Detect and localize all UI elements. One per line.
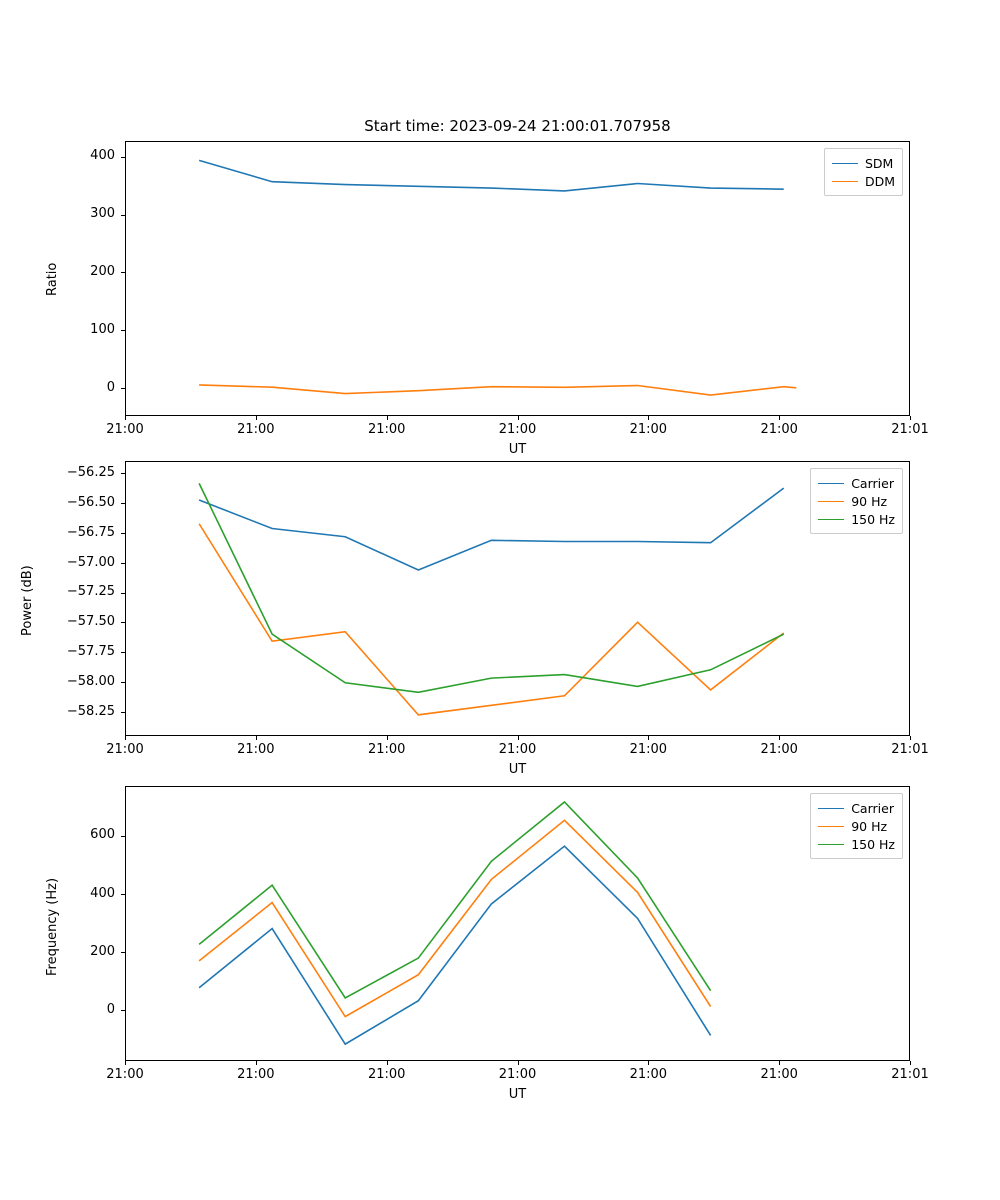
legend-item <box>818 492 895 510</box>
frequency-panel <box>45 786 929 1102</box>
frequency-yaxis-label: Frequency (Hz) <box>45 877 60 976</box>
frequency-legend <box>810 793 903 859</box>
xtick-label: 21:00 <box>237 1067 275 1082</box>
frequency-xaxis-label: UT <box>508 1087 527 1102</box>
ytick-mark <box>121 952 125 953</box>
ytick-label: 100 <box>90 322 115 337</box>
legend-swatch-carrier <box>818 483 844 484</box>
ytick-mark <box>121 652 125 653</box>
ratio-xaxis-label: UT <box>508 442 527 457</box>
legend-item <box>818 835 895 853</box>
xtick-mark <box>125 1061 126 1065</box>
ratio-panel <box>45 117 929 457</box>
xtick-label: 21:00 <box>629 1067 668 1082</box>
legend-swatch-sdm <box>832 163 858 164</box>
frequency-series-group <box>126 787 909 1060</box>
legend-swatch-90hz <box>818 501 844 502</box>
legend-label-ddm: DDM <box>864 173 895 189</box>
legend-swatch-90hz <box>818 826 844 827</box>
xtick-mark <box>387 416 388 420</box>
power-series-group <box>126 462 909 735</box>
power-axes <box>125 461 910 736</box>
series-line-90hz <box>199 524 784 715</box>
ytick-label: −56.25 <box>66 465 115 480</box>
xtick-label: 21:00 <box>629 422 668 437</box>
xtick-mark <box>387 736 388 740</box>
ytick-mark <box>121 272 125 273</box>
ratio-legend <box>824 148 903 196</box>
power-yaxis-label: Power (dB) <box>20 565 35 636</box>
legend-swatch-150hz <box>818 519 844 520</box>
legend-label-carrier: Carrier <box>851 475 894 491</box>
legend-swatch-150hz <box>818 844 844 845</box>
ytick-label: 0 <box>106 380 115 395</box>
xtick-label: 21:00 <box>367 1067 406 1082</box>
ytick-label: 400 <box>90 148 115 163</box>
xtick-mark <box>910 416 911 420</box>
ytick-label: −57.50 <box>66 614 115 629</box>
xtick-label: 21:00 <box>760 742 798 757</box>
series-line-carrier <box>199 846 710 1044</box>
xtick-label: 21:00 <box>760 1067 798 1082</box>
ytick-label: 600 <box>90 827 115 842</box>
legend-label-90hz: 90 Hz <box>851 818 888 834</box>
xtick-mark <box>648 736 649 740</box>
legend-swatch-carrier <box>818 808 844 809</box>
page-title: Start time: 2023-09-24 21:00:01.707958 <box>364 117 671 135</box>
ytick-mark <box>121 533 125 534</box>
xtick-label: 21:00 <box>237 422 275 437</box>
legend-item <box>818 817 895 835</box>
ytick-mark <box>121 157 125 158</box>
ytick-label: −56.50 <box>66 495 115 510</box>
xtick-mark <box>779 736 780 740</box>
ratio-axes <box>125 141 910 416</box>
series-line-carrier <box>199 488 784 570</box>
ytick-mark <box>121 388 125 389</box>
legend-label-carrier: Carrier <box>851 800 894 816</box>
xtick-label: 21:01 <box>891 742 929 757</box>
legend-item <box>818 510 895 528</box>
ytick-label: −57.25 <box>66 584 115 599</box>
xtick-mark <box>648 1061 649 1065</box>
xtick-mark <box>256 416 257 420</box>
ytick-mark <box>121 473 125 474</box>
xtick-mark <box>779 1061 780 1065</box>
ytick-label: −58.25 <box>66 704 115 719</box>
ytick-label: −56.75 <box>66 525 115 540</box>
series-line-sdm <box>199 160 784 191</box>
xtick-label: 21:00 <box>629 742 668 757</box>
series-line-ddm <box>199 385 796 395</box>
xtick-mark <box>256 1061 257 1065</box>
ytick-label: 400 <box>90 886 115 901</box>
legend-label-150hz: 150 Hz <box>851 511 895 527</box>
power-xaxis-label: UT <box>508 762 527 777</box>
xtick-label: 21:00 <box>498 422 537 437</box>
ytick-mark <box>121 622 125 623</box>
xtick-label: 21:00 <box>367 742 406 757</box>
legend-label-90hz: 90 Hz <box>851 493 888 509</box>
xtick-mark <box>387 1061 388 1065</box>
xtick-label: 21:00 <box>367 422 406 437</box>
xtick-mark <box>518 416 519 420</box>
ratio-yaxis-label: Ratio <box>45 262 60 296</box>
xtick-mark <box>518 736 519 740</box>
ytick-mark <box>121 894 125 895</box>
ytick-label: 0 <box>106 1002 115 1017</box>
ytick-mark <box>121 1010 125 1011</box>
xtick-label: 21:00 <box>237 742 275 757</box>
xtick-mark <box>648 416 649 420</box>
ytick-mark <box>121 503 125 504</box>
ratio-series-group <box>126 142 909 415</box>
ytick-mark <box>121 563 125 564</box>
xtick-label: 21:00 <box>106 742 144 757</box>
power-legend <box>810 468 903 534</box>
xtick-label: 21:00 <box>498 1067 537 1082</box>
ytick-mark <box>121 712 125 713</box>
series-line-150hz <box>199 802 710 998</box>
ytick-mark <box>121 593 125 594</box>
ytick-label: −58.00 <box>66 674 115 689</box>
xtick-mark <box>910 1061 911 1065</box>
legend-swatch-ddm <box>832 181 858 182</box>
xtick-mark <box>125 416 126 420</box>
legend-item <box>832 172 895 190</box>
ytick-mark <box>121 215 125 216</box>
power-panel <box>20 461 929 777</box>
ytick-label: −57.75 <box>66 644 115 659</box>
ytick-label: 200 <box>90 264 115 279</box>
xtick-label: 21:00 <box>498 742 537 757</box>
ytick-mark <box>121 682 125 683</box>
legend-label-150hz: 150 Hz <box>851 836 895 852</box>
series-line-90hz <box>199 820 710 1016</box>
legend-item <box>818 474 895 492</box>
xtick-mark <box>256 736 257 740</box>
series-line-150hz <box>199 483 784 692</box>
ytick-label: −57.00 <box>66 555 115 570</box>
ytick-label: 200 <box>90 944 115 959</box>
xtick-mark <box>779 416 780 420</box>
xtick-mark <box>125 736 126 740</box>
xtick-label: 21:01 <box>891 422 929 437</box>
ytick-mark <box>121 836 125 837</box>
ytick-mark <box>121 330 125 331</box>
legend-item <box>818 799 895 817</box>
xtick-mark <box>518 1061 519 1065</box>
xtick-label: 21:00 <box>760 422 798 437</box>
xtick-mark <box>910 736 911 740</box>
ytick-label: 300 <box>90 206 115 221</box>
legend-label-sdm: SDM <box>864 155 894 171</box>
frequency-axes <box>125 786 910 1061</box>
xtick-label: 21:01 <box>891 1067 929 1082</box>
legend-item <box>832 154 895 172</box>
xtick-label: 21:00 <box>106 1067 144 1082</box>
xtick-label: 21:00 <box>106 422 144 437</box>
